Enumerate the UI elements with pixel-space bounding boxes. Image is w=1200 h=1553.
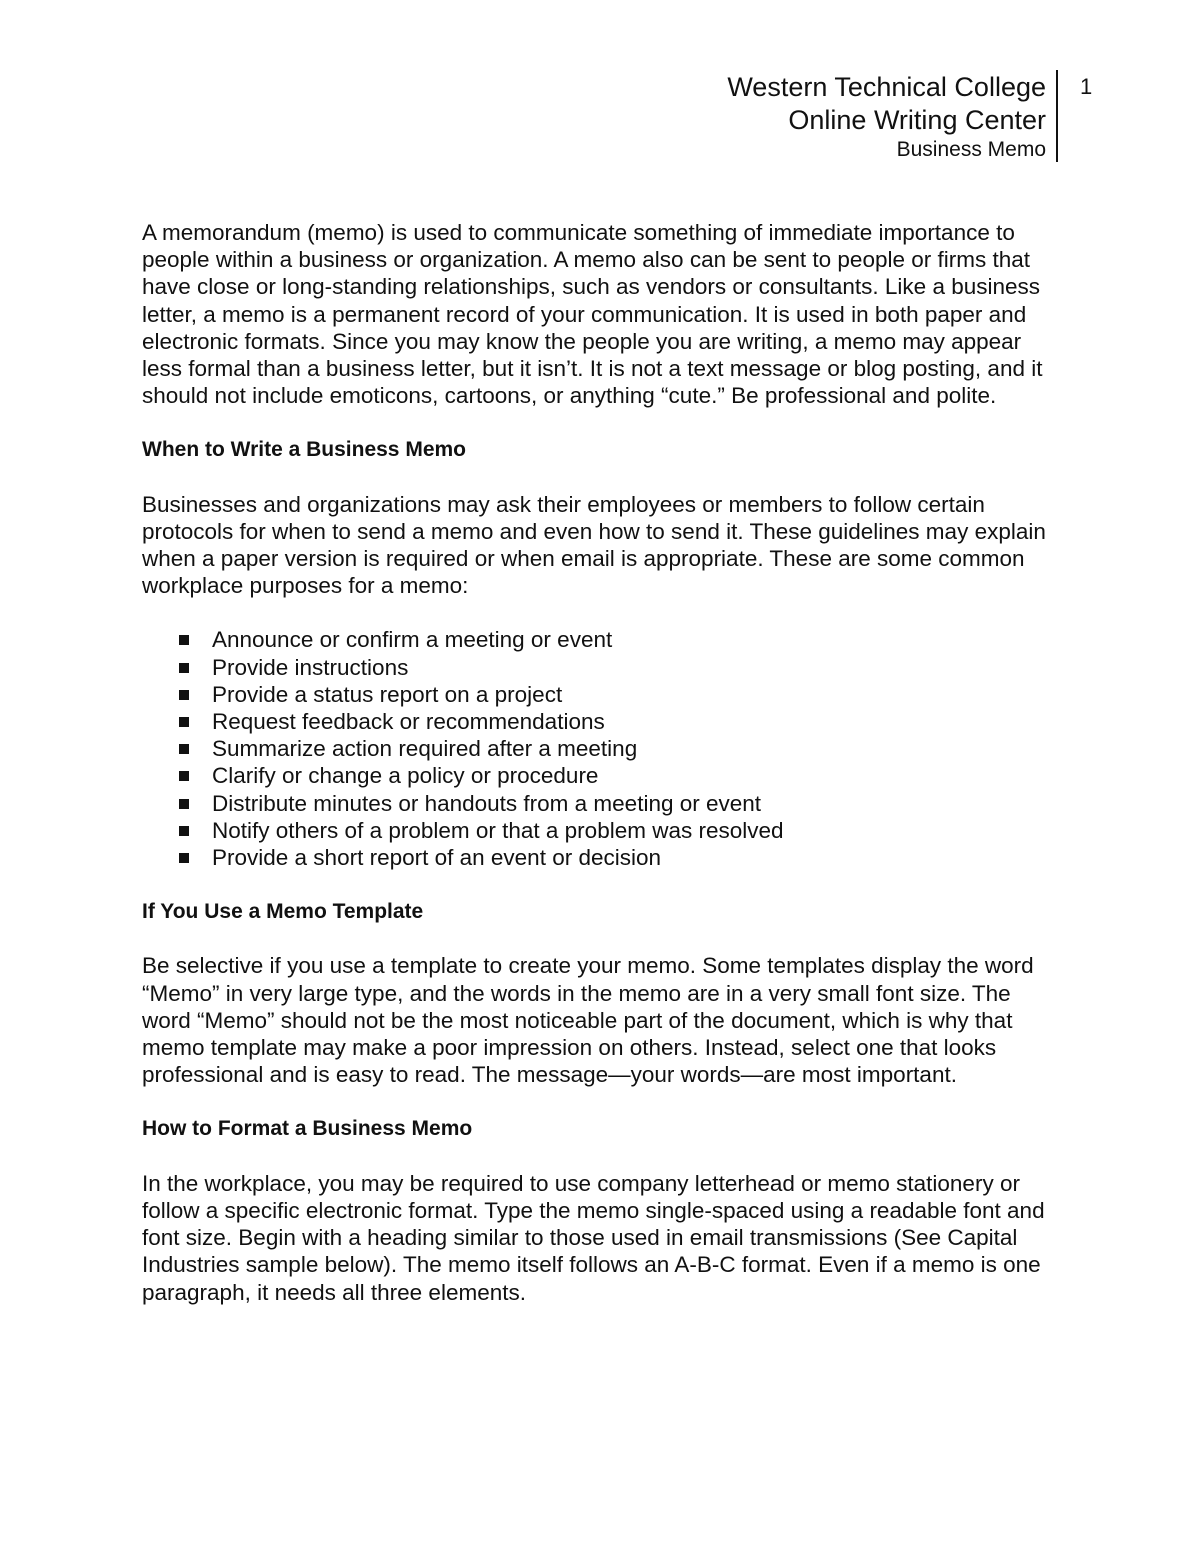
- list-item-text: Summarize action required after a meeting: [212, 736, 638, 762]
- square-bullet-icon: [179, 799, 189, 809]
- list-item-text: Notify others of a problem or that a problem was resolved: [212, 817, 784, 843]
- list-item-text: Provide instructions: [212, 654, 409, 680]
- square-bullet-icon: [179, 663, 189, 673]
- list-item-text: Announce or confirm a meeting or event: [212, 627, 613, 653]
- square-bullet-icon: [179, 771, 189, 781]
- list-item-text: Provide a short report of an event or decision: [212, 845, 662, 871]
- list-item: [142, 654, 1062, 681]
- list-item: [142, 681, 1062, 708]
- intro-paragraph: A memorandum (memo) is used to communicate something of immediate importance to people within a business or organization. A memo also can be sent to people or firms that have close or long-standing relationships, such as vendors or consultants. Like a business letter, a memo is a permanent record of your communication. It is used in both paper and electronic formats. Since you may know the people you are writing, a memo may appear less formal than a business letter, but it isn’t. It is not a text message or blog posting, and it should not include emoticons, cartoons, or anything “cute.” Be professional and polite.: [142, 220, 1043, 409]
- section-heading-when: When to Write a Business Memo: [142, 438, 466, 462]
- page-number: 1: [1080, 74, 1093, 99]
- document-type: Business Memo: [896, 138, 1046, 161]
- list-item: [142, 817, 1062, 844]
- list-item-text: Distribute minutes or handouts from a meeting or event: [212, 790, 762, 816]
- list-item: [142, 790, 1062, 817]
- section-heading-format: How to Format a Business Memo: [142, 1117, 473, 1141]
- list-item: [142, 735, 1062, 762]
- institution-name: Western Technical College: [727, 72, 1046, 102]
- page-header: [727, 70, 1058, 162]
- list-item: [142, 844, 1062, 871]
- section-body-template: Be selective if you use a template to create your memo. Some templates display the word “Memo” in very large type, and the words in the memo are in a very small font size. The word “Memo” should not be the most noticeable part of the document, which is why that memo template may make a poor impression on others. Instead, select one that looks professional and is easy to read. The message—your words—are most important.: [142, 953, 1034, 1088]
- square-bullet-icon: [179, 717, 189, 727]
- purposes-list: [142, 626, 1062, 871]
- list-item-text: Provide a status report on a project: [212, 681, 563, 707]
- document-body: [142, 219, 1062, 1333]
- section-body-format: In the workplace, you may be required to use company letterhead or memo stationery or follow a specific electronic format. Type the memo single-spaced using a readable font and font size. Begin with a heading similar to those used in email transmissions (See Capital Industries sample below). The memo itself follows an A-B-C format. Even if a memo is one paragraph, it needs all three elements.: [142, 1170, 1045, 1305]
- list-item: [142, 762, 1062, 789]
- square-bullet-icon: [179, 853, 189, 863]
- square-bullet-icon: [179, 826, 189, 836]
- section-heading-template: If You Use a Memo Template: [142, 900, 424, 924]
- list-item: [142, 626, 1062, 653]
- section-body-when: Businesses and organizations may ask their employees or members to follow certain protocols for when to send a memo and even how to send it. These guidelines may explain when a paper version is required or when email is appropriate. These are some common workplace purposes for a memo:: [142, 491, 1046, 599]
- square-bullet-icon: [179, 635, 189, 645]
- center-name: Online Writing Center: [788, 105, 1046, 135]
- list-item-text: Clarify or change a policy or procedure: [212, 763, 599, 789]
- square-bullet-icon: [179, 744, 189, 754]
- list-item-text: Request feedback or recommendations: [212, 709, 605, 735]
- list-item: [142, 708, 1062, 735]
- square-bullet-icon: [179, 690, 189, 700]
